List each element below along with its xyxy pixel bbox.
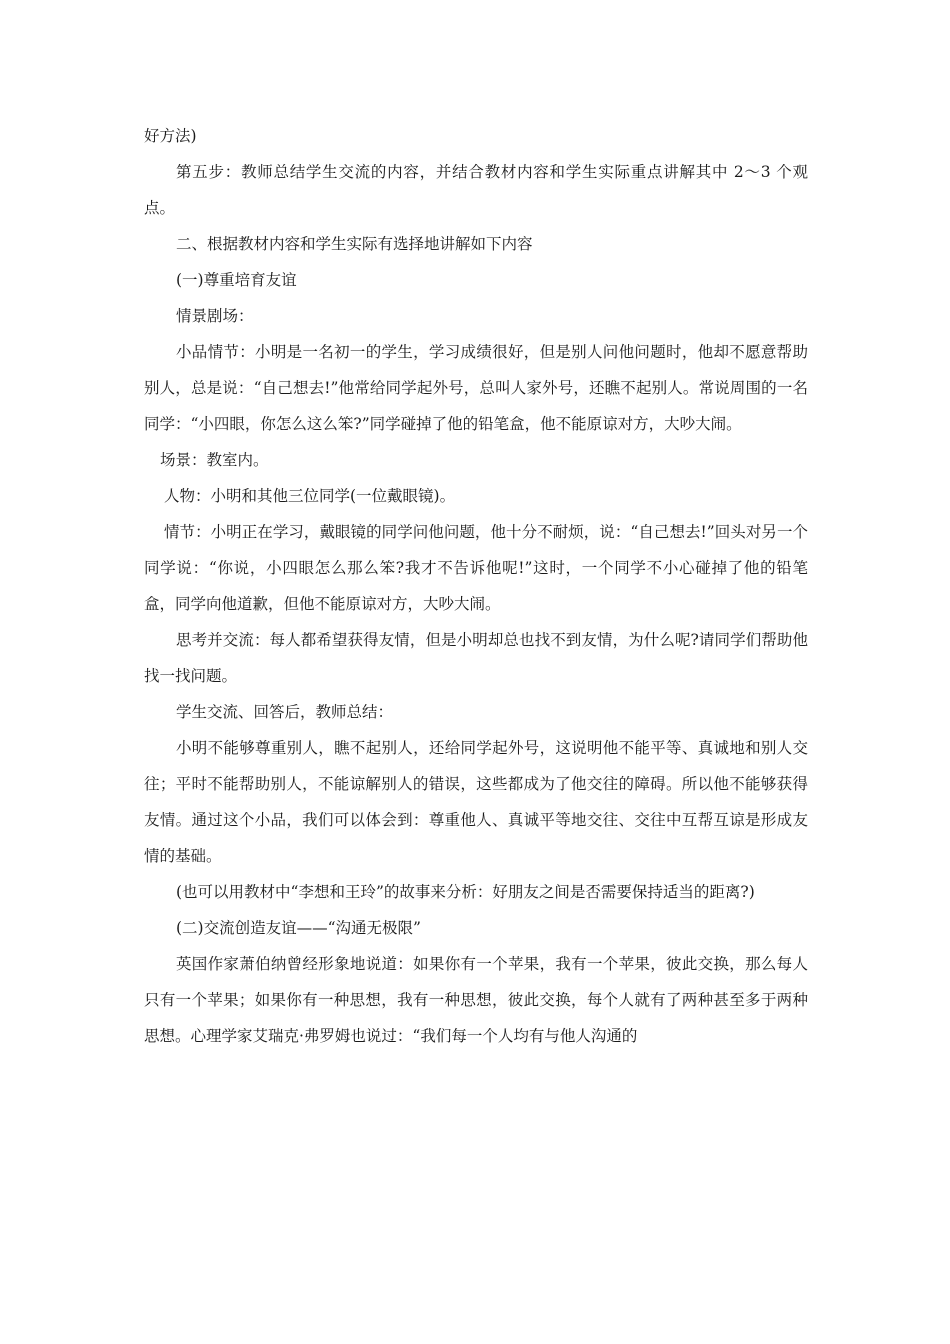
paragraph-alternative: (也可以用教材中“李想和王玲”的故事来分析：好朋友之间是否需要保持适当的距离?) [176,883,755,901]
paragraph-characters: 人物：小明和其他三位同学(一位戴眼镜)。 [164,487,456,505]
paragraph-plot: 情节：小明正在学习，戴眼镜的同学问他问题，他十分不耐烦，说：“自己想去!”回头对另一个同学说：“你说，小四眼怎么那么笨?我才不告诉他呢!”这时，一个同学不小心碰掉了他的铅笔盒，同学向他道歉，但他不能原谅对方，大吵大闹。 [144,523,808,613]
paragraph-teacher-summary: 小明不能够尊重别人，瞧不起别人，还给同学起外号，这说明他不能平等、真诚地和别人交往；平时不能帮助别人，不能谅解别人的错误，这些都成为了他交往的障碍。所以他不能够获得友情。通过这个小品，我们可以体会到：尊重他人、真诚平等地交往、交往中互帮互谅是形成友情的基础。 [144,739,808,865]
paragraph-scene-title: 情景剧场： [176,307,254,325]
subsection-heading-1: (一)尊重培育友谊 [176,271,297,289]
subsection-heading-2: (二)交流创造友谊——“沟通无极限” [176,919,421,937]
paragraph-setting: 场景：教室内。 [160,451,269,469]
paragraph-skit-plot: 小品情节：小明是一名初一的学生，学习成绩很好，但是别人问他问题时，他却不愿意帮助别人，总是说：“自己想去!”他常给同学起外号，总叫人家外号，还瞧不起别人。常说周围的一名同学：“小四眼，你怎么这么笨?”同学碰掉了他的铅笔盒，他不能原谅对方，大吵大闹。 [144,343,808,433]
section-heading-2: 二、根据教材内容和学生实际有选择地讲解如下内容 [176,235,533,253]
paragraph-shaw-quote: 英国作家萧伯纳曾经形象地说道：如果你有一个苹果，我有一个苹果，彼此交换，那么每人只有一个苹果；如果你有一种思想，我有一种思想，彼此交换，每个人就有了两种甚至多于两种思想。心理学家艾瑞克·弗罗姆也说过：“我们每一个人均有与他人沟通的 [144,955,808,1045]
paragraph-1: 好方法) [144,127,197,145]
document-page [144,118,808,1054]
paragraph-2: 第五步：教师总结学生交流的内容，并结合教材内容和学生实际重点讲解其中 2～3 个观点。 [144,163,808,217]
paragraph-teacher-summary-intro: 学生交流、回答后，教师总结： [176,703,394,721]
paragraph-discussion: 思考并交流：每人都希望获得友情，但是小明却总也找不到友情，为什么呢?请同学们帮助他找一找问题。 [144,631,808,685]
